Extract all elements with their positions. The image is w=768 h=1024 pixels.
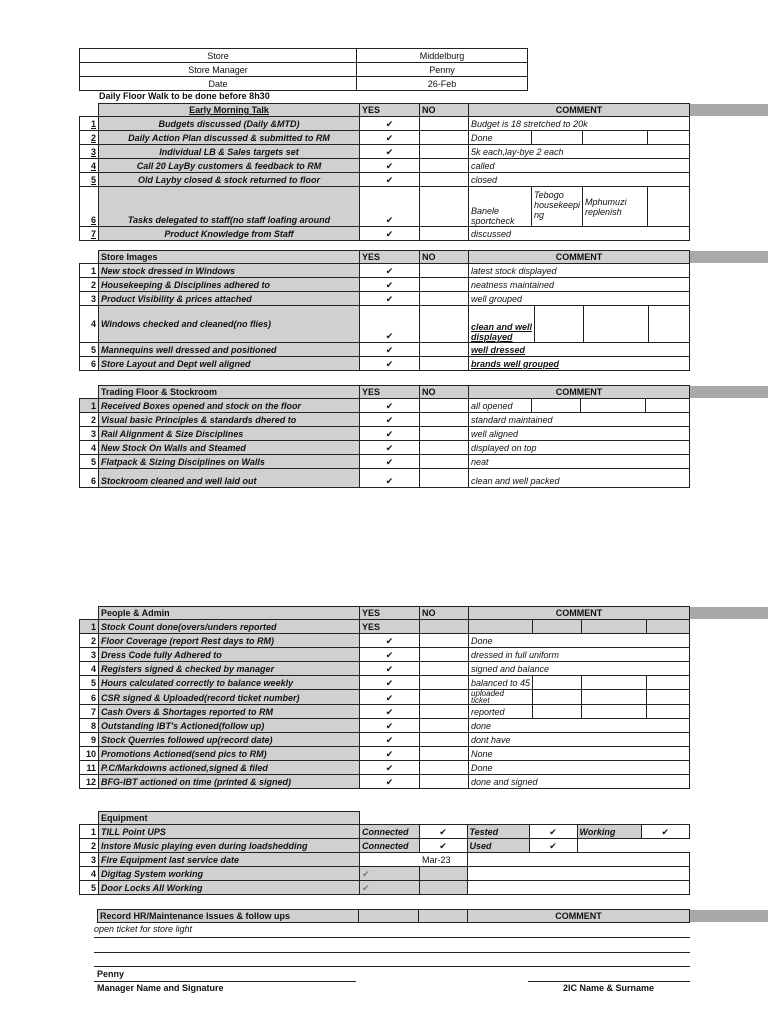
section-title: Early Morning Talk xyxy=(99,104,360,117)
row-comment: called xyxy=(469,159,690,173)
table-row: 4 New Stock On Walls and Steamed ✔ displayed on top xyxy=(80,441,690,455)
row-label: Old Layby closed & stock returned to floor xyxy=(99,173,360,187)
table-row: 5 Old Layby closed & stock returned to floor ✔ closed xyxy=(80,173,690,187)
table-row: 3 Product Visibility & prices attached ✔ well grouped xyxy=(80,292,690,306)
header-bar xyxy=(689,386,768,398)
store-info-table xyxy=(79,48,528,91)
row-comment: Done xyxy=(469,131,532,145)
table-row: 3 Rail Alignment & Size Disciplines ✔ well aligned xyxy=(80,427,690,441)
table-row: 11 P.C/Markdowns actioned,signed & filed ✔ Done xyxy=(80,761,690,775)
store-images-table: Store Images YES NO COMMENT 1 New stock dressed in Windows ✔ latest stock displayed 2 Housekeeping & Disciplines adhered to ✔ neatness maintained 3 Product Visibility & prices attached ✔ well grouped 4 Windows checked and cleaned(no flies) ✔ clean and well displayed 5 Mannequins well dressed and positioned ✔ well dressed 6 Store Layout and Dept well aligned ✔ brands well grouped xyxy=(79,250,690,371)
table-row: 2 Daily Action Plan discussed & submitted to RM ✔ Done xyxy=(80,131,690,145)
yes-check: ✔ xyxy=(360,117,420,131)
row-comment: discussed xyxy=(469,227,690,241)
section-title: Trading Floor & Stockroom xyxy=(99,386,360,399)
table-row: 10 Promotions Actioned(send pics to RM) ✔ None xyxy=(80,747,690,761)
table-row: 4 Windows checked and cleaned(no flies) ✔ clean and well displayed xyxy=(80,306,690,343)
table-row: 2 Housekeeping & Disciplines adhered to ✔ neatness maintained xyxy=(80,278,690,292)
hr-table: Record HR/Maintenance Issues & follow ups COMMENT xyxy=(79,909,690,923)
table-row: 1 Budgets discussed (Daily &MTD) ✔ Budget is 18 stretched to 20k xyxy=(80,117,690,131)
header-bar xyxy=(689,251,768,263)
table-row: 5 Hours calculated correctly to balance weekly ✔ balanced to 45 xyxy=(80,676,690,690)
section-title: Store Images xyxy=(99,251,360,264)
header-bar xyxy=(689,104,768,116)
row-label: Dress Code fully Adhered to xyxy=(99,648,360,662)
morning-talk-table xyxy=(79,103,690,241)
table-row: 4 Registers signed & checked by manager ✔ signed and balance xyxy=(80,662,690,676)
manager-signature-label: Manager Name and Signature xyxy=(97,983,224,993)
yes-check: ✔ xyxy=(360,227,420,241)
yes-check: ✔ xyxy=(360,159,420,173)
table-row: 8 Outstanding IBT's Actioned(follow up) ✔ done xyxy=(80,719,690,733)
table-row: 1 New stock dressed in Windows ✔ latest stock displayed xyxy=(80,264,690,278)
row-label: Store Layout and Dept well aligned xyxy=(99,357,360,371)
no-header: NO xyxy=(420,104,469,117)
row-label: P.C/Markdowns actioned,signed & filed xyxy=(99,761,360,775)
signature-line xyxy=(94,981,356,982)
row-label: Cash Overs & Shortages reported to RM xyxy=(99,705,360,719)
row-label: Visual basic Principles & standards dhered to xyxy=(99,413,360,427)
table-row: 3 Individual LB & Sales targets set ✔ 5k each,lay-bye 2 each xyxy=(80,145,690,159)
row-label: Registers signed & checked by manager xyxy=(99,662,360,676)
store-label: Store xyxy=(80,49,357,63)
divider xyxy=(94,937,690,938)
table-row: 5 Flatpack & Sizing Disciplines on Walls ✔ neat xyxy=(80,455,690,469)
section-title: People & Admin xyxy=(99,607,360,620)
row-label: Hours calculated correctly to balance weekly xyxy=(99,676,360,690)
table-row: 3 Dress Code fully Adhered to ✔ dressed in full uniform xyxy=(80,648,690,662)
row-label: Daily Action Plan discussed & submitted to RM xyxy=(99,131,360,145)
row-label: Call 20 LayBy customers & feedback to RM xyxy=(99,159,360,173)
signature-line xyxy=(528,981,690,982)
yes-check: ✔ xyxy=(360,131,420,145)
section-title: Record HR/Maintenance Issues & follow ups xyxy=(98,910,359,923)
divider xyxy=(94,966,690,967)
floor-walk-note: Daily Floor Walk to be done before 8h30 xyxy=(99,91,270,101)
row-label: Promotions Actioned(send pics to RM) xyxy=(99,747,360,761)
2ic-name-label: 2IC Name & Surname xyxy=(563,983,655,993)
table-row: 6 Stockroom cleaned and well laid out ✔ clean and well packed xyxy=(80,469,690,488)
table-row: 3 Fire Equipment last service date Mar-23 xyxy=(80,853,690,867)
table-row: 2 Floor Coverage (report Rest days to RM) ✔ Done xyxy=(80,634,690,648)
row-label: Door Locks All Working xyxy=(99,881,360,895)
manager-value: Penny xyxy=(357,63,528,77)
row-comment: closed xyxy=(469,173,690,187)
header-bar xyxy=(689,910,768,922)
row-label: Fire Equipment last service date xyxy=(99,853,360,867)
manager-label: Store Manager xyxy=(80,63,357,77)
row-label: Tasks delegated to staff(no staff loafing around xyxy=(99,187,360,227)
table-row: 5 Mannequins well dressed and positioned ✔ well dressed xyxy=(80,343,690,357)
row-label: Outstanding IBT's Actioned(follow up) xyxy=(99,719,360,733)
yes-check: ✔ xyxy=(360,173,420,187)
row-label: Housekeeping & Disciplines adhered to xyxy=(99,278,360,292)
row-label: Product Visibility & prices attached xyxy=(99,292,360,306)
yes-check: ✔ xyxy=(360,145,420,159)
trading-floor-table: Trading Floor & Stockroom YES NO COMMENT 1 Received Boxes opened and stock on the floor ✔ all opened 2 Visual basic Principles & standards dhered to ✔ standard maintained 3 Rail Alignment & Size Disciplines ✔ well aligned 4 New Stock On Walls and Steamed ✔ displayed on top 5 Flatpack & Sizing Disciplines on Walls ✔ neat 6 Stockroom cleaned and well laid out ✔ clean and well packed xyxy=(79,385,690,488)
row-label: Windows checked and cleaned(no flies) xyxy=(99,306,360,343)
yes-header: YES xyxy=(360,104,420,117)
row-label: TILL Point UPS xyxy=(99,825,360,839)
table-row: 2 Visual basic Principles & standards dhered to ✔ standard maintained xyxy=(80,413,690,427)
row-label: Rail Alignment & Size Disciplines xyxy=(99,427,360,441)
divider xyxy=(94,952,690,953)
manager-name: Penny xyxy=(97,969,125,979)
section-title: Equipment xyxy=(99,812,360,825)
row-label: Flatpack & Sizing Disciplines on Walls xyxy=(99,455,360,469)
row-comment: 5k each,lay-bye 2 each xyxy=(469,145,690,159)
date-value: 26-Feb xyxy=(357,77,528,91)
row-label: Stockroom cleaned and well laid out xyxy=(99,469,360,488)
table-row: 1 Received Boxes opened and stock on the floor ✔ all opened xyxy=(80,399,690,413)
table-row: 7 Cash Overs & Shortages reported to RM ✔ reported xyxy=(80,705,690,719)
store-value: Middelburg xyxy=(357,49,528,63)
table-row: 6 Store Layout and Dept well aligned ✔ brands well grouped xyxy=(80,357,690,371)
row-label: New Stock On Walls and Steamed xyxy=(99,441,360,455)
table-row: 6 CSR signed & Uploaded(record ticket number) ✔ uploaded ticket xyxy=(80,690,690,705)
table-row: 1 TILL Point UPS Connected ✔ Tested ✔ Working ✔ xyxy=(80,825,690,839)
hr-note: open ticket for store light xyxy=(94,924,193,934)
row-label: Digitag System working xyxy=(99,867,360,881)
row-label: BFG-IBT actioned on time (printed & signed) xyxy=(99,775,360,789)
row-label: Product Knowledge from Staff xyxy=(99,227,360,241)
row-label: Mannequins well dressed and positioned xyxy=(99,343,360,357)
table-row: 4 Digitag System working ✔ xyxy=(80,867,690,881)
table-row: 1 Stock Count done(overs/unders reported YES xyxy=(80,620,690,634)
table-row: 9 Stock Querries followed up(record date) ✔ dont have xyxy=(80,733,690,747)
table-row: 6 Tasks delegated to staff(no staff loafing around ✔ Banele sportcheck Tebogo housekeepi ng Mphumuzi replenish xyxy=(80,187,690,227)
equipment-table xyxy=(79,811,690,895)
row-label: Individual LB & Sales targets set xyxy=(99,145,360,159)
yes-check: ✔ xyxy=(360,187,420,227)
table-row: 2 Instore Music playing even during loadshedding Connected ✔ Used ✔ xyxy=(80,839,690,853)
table-row: 12 BFG-IBT actioned on time (printed & signed) ✔ done and signed xyxy=(80,775,690,789)
people-admin-table: People & Admin YES NO COMMENT 1 Stock Count done(overs/unders reported YES 2 Floor Coverage (report Rest days to RM) ✔ Done 3 Dress Code fully Adhered to ✔ dressed in full uniform 4 Registers signed & checked by manager ✔ signed and balance 5 Hours calculated correctly to balance weekly ✔ balanced to 45 6 CSR signed & Uploaded(record ticket number) ✔ uploaded ticket 7 Cash Overs & Shortages reported to RM ✔ reported 8 Outstanding IBT's Actioned(follow up) ✔ done 9 Stock Querries followed up(record date) ✔ dont have 10 Promotions Actioned(send pics to RM) ✔ None 11 P.C/Markdowns actioned,signed & filed ✔ Done 12 BFG-IBT actioned on time (printed & signed) ✔ done and signed xyxy=(79,606,690,789)
row-label: CSR signed & Uploaded(record ticket number) xyxy=(99,690,360,705)
table-row: 5 Door Locks All Working ✔ xyxy=(80,881,690,895)
row-label: Received Boxes opened and stock on the floor xyxy=(99,399,360,413)
row-comment: Budget is 18 stretched to 20k xyxy=(469,117,690,131)
row-label: Floor Coverage (report Rest days to RM) xyxy=(99,634,360,648)
row-label: Stock Count done(overs/unders reported xyxy=(99,620,360,634)
table-row: 4 Call 20 LayBy customers & feedback to RM ✔ called xyxy=(80,159,690,173)
header-bar xyxy=(689,607,768,619)
row-label: Stock Querries followed up(record date) xyxy=(99,733,360,747)
date-label: Date xyxy=(80,77,357,91)
table-row: 7 Product Knowledge from Staff ✔ discussed xyxy=(80,227,690,241)
row-label: Instore Music playing even during loadshedding xyxy=(99,839,360,853)
comment-header: COMMENT xyxy=(469,104,690,117)
row-label: New stock dressed in Windows xyxy=(99,264,360,278)
row-label: Budgets discussed (Daily &MTD) xyxy=(99,117,360,131)
